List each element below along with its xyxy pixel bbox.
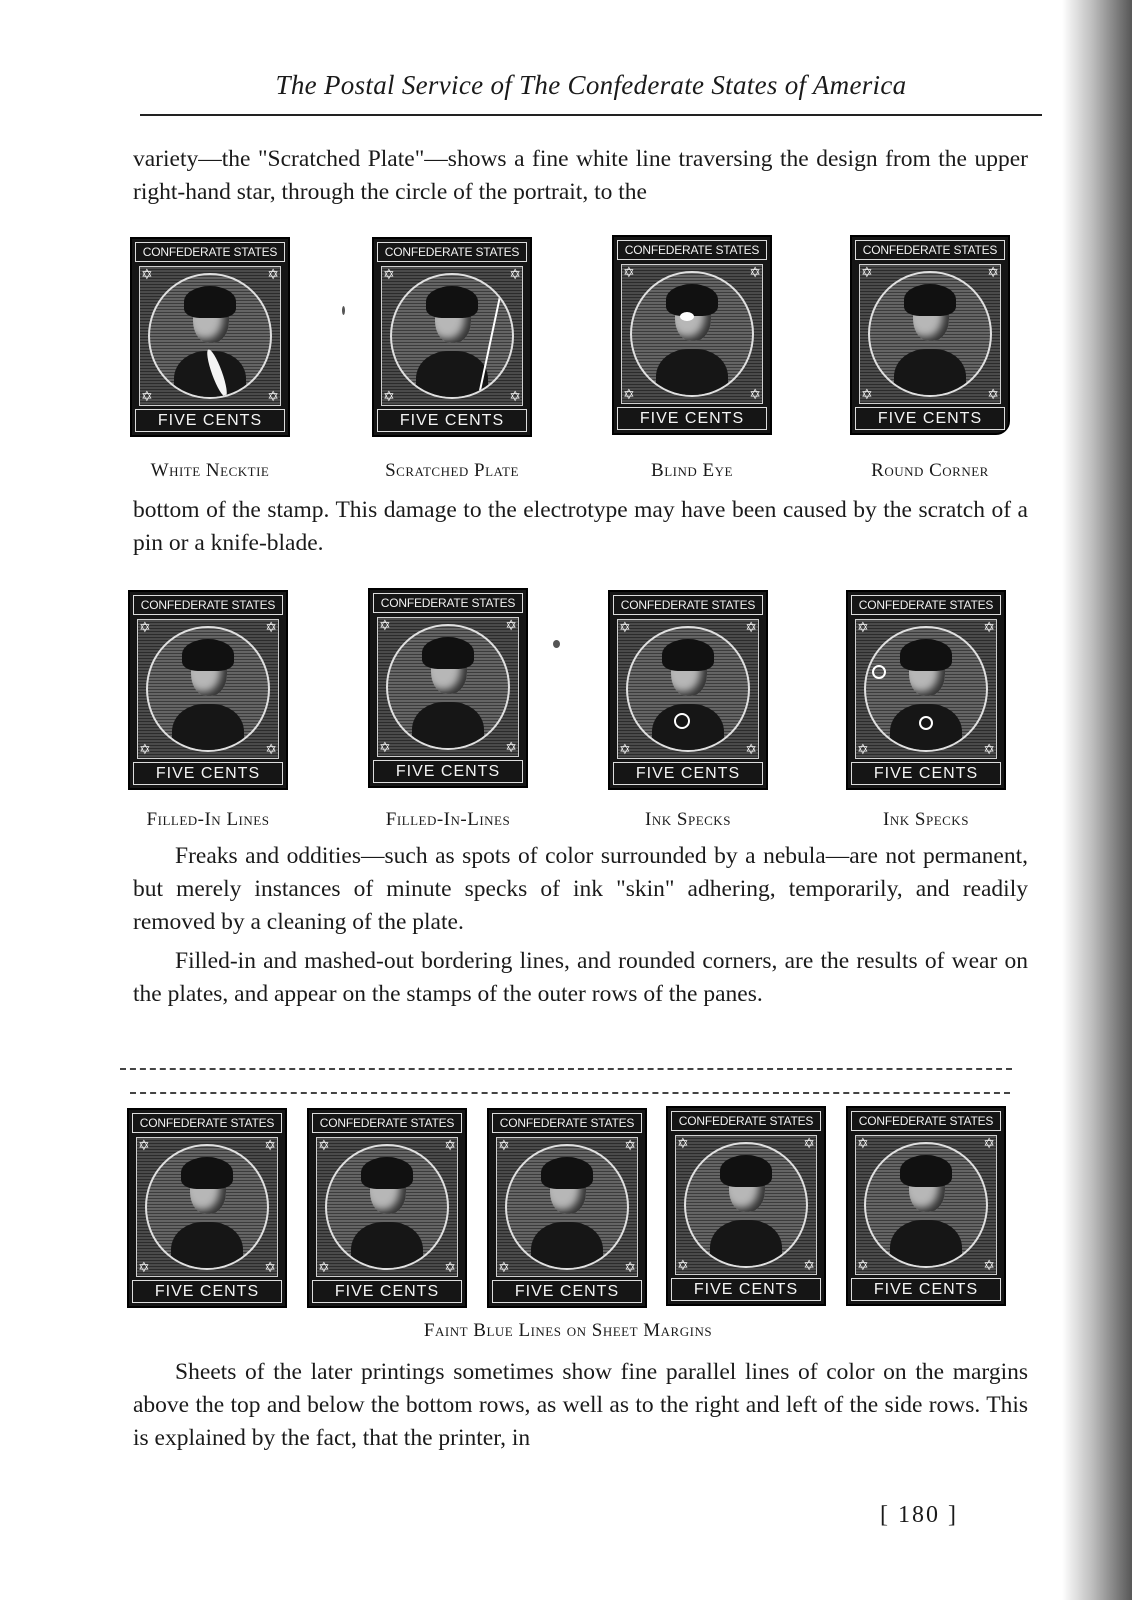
- stamp-top-label: CONFEDERATE STATES: [135, 242, 285, 262]
- page-edge-shadow: [1062, 0, 1132, 1600]
- print-speck: [553, 640, 560, 648]
- stamp-margin-3: CONFEDERATE STATES ✡ ✡ ✡ ✡ FIVE CENTS: [487, 1108, 647, 1308]
- portrait-oval: [864, 1142, 988, 1268]
- portrait-oval: [630, 271, 754, 397]
- portrait-oval: [386, 624, 510, 750]
- stamp-bottom-label: FIVE CENTS: [312, 1280, 462, 1303]
- portrait-oval: [148, 273, 272, 399]
- portrait-oval: [684, 1142, 808, 1268]
- stamp-top-label: CONFEDERATE STATES: [132, 1113, 282, 1133]
- portrait-oval: [626, 626, 750, 752]
- caption-ink-specks-2: Ink Specks: [883, 809, 969, 830]
- portrait-oval: [325, 1144, 449, 1270]
- stamp-top-label: CONFEDERATE STATES: [492, 1113, 642, 1133]
- stamp-bottom-label: FIVE CENTS: [855, 407, 1005, 430]
- stamp-margin-5: CONFEDERATE STATES ✡ ✡ ✡ ✡ FIVE CENTS: [846, 1106, 1006, 1306]
- stamp-margin-1: CONFEDERATE STATES ✡ ✡ ✡ ✡ FIVE CENTS: [127, 1108, 287, 1308]
- stamp-filled-in-lines-1: CONFEDERATE STATES ✡ ✡ ✡ ✡ FIVE CENTS: [128, 590, 288, 790]
- stamp-bottom-label: FIVE CENTS: [851, 1278, 1001, 1301]
- margin-line-upper: [120, 1068, 1012, 1070]
- stamp-top-label: CONFEDERATE STATES: [851, 595, 1001, 615]
- stamp-top-label: CONFEDERATE STATES: [377, 242, 527, 262]
- portrait-oval: [505, 1144, 629, 1270]
- portrait-oval: [390, 273, 514, 399]
- stamp-bottom-label: FIVE CENTS: [377, 409, 527, 432]
- stamp-top-label: CONFEDERATE STATES: [312, 1113, 462, 1133]
- stamp-top-label: CONFEDERATE STATES: [671, 1111, 821, 1131]
- paragraph-5: Sheets of the later printings sometimes show fine parallel lines of color on the margins above the top and below the bottom rows, as well as to the right and left of the side rows. This is explained by the fact, that the printer, in: [133, 1359, 1028, 1451]
- stamp-margin-2: CONFEDERATE STATES ✡ ✡ ✡ ✡ FIVE CENTS: [307, 1108, 467, 1308]
- caption-faint-blue-lines: Faint Blue Lines on Sheet Margins: [423, 1320, 713, 1341]
- portrait-oval: [145, 1144, 269, 1270]
- stamp-scratched-plate: CONFEDERATE STATES ✡ ✡ ✡ ✡ FIVE CENTS: [372, 237, 532, 437]
- caption-scratched-plate: Scratched Plate: [385, 460, 519, 481]
- stamp-blind-eye: CONFEDERATE STATES ✡ ✡ ✡ ✡ FIVE CENTS: [612, 235, 772, 435]
- paragraph-1: variety—the "Scratched Plate"—shows a fine white line traversing the design from the upper right-hand star, through the circle of the portrait, to the: [133, 146, 1028, 205]
- stamp-ink-specks-1: CONFEDERATE STATES ✡ ✡ ✡ ✡ FIVE CENTS: [608, 590, 768, 790]
- paragraph-4: Filled-in and mashed-out bordering lines, and rounded corners, are the results of wear on the plates, and appear on the stamps of the outer rows of the panes.: [133, 948, 1028, 1007]
- stamp-bottom-label: FIVE CENTS: [851, 762, 1001, 785]
- stamp-top-label: CONFEDERATE STATES: [613, 595, 763, 615]
- stamp-top-label: CONFEDERATE STATES: [373, 593, 523, 613]
- stamp-bottom-label: FIVE CENTS: [492, 1280, 642, 1303]
- stamp-top-label: CONFEDERATE STATES: [133, 595, 283, 615]
- stamp-top-label: CONFEDERATE STATES: [851, 1111, 1001, 1131]
- page-number: [ 180 ]: [880, 1502, 958, 1528]
- caption-white-necktie: White Necktie: [150, 460, 270, 481]
- caption-filled-in-lines-1: Filled-In Lines: [146, 809, 270, 830]
- stamp-bottom-label: FIVE CENTS: [135, 409, 285, 432]
- paragraph-3: Freaks and oddities—such as spots of color surrounded by a nebula—are not permanent, but merely instances of minute specks of ink "skin" adhering, temporarily, and readily removed by a cleaning of the plate.: [133, 843, 1028, 935]
- header-rule: [140, 114, 1042, 116]
- portrait-oval: [864, 626, 988, 752]
- portrait-oval: [868, 271, 992, 397]
- stamp-bottom-label: FIVE CENTS: [613, 762, 763, 785]
- stamp-bottom-label: FIVE CENTS: [373, 760, 523, 783]
- caption-round-corner: Round Corner: [871, 460, 989, 481]
- print-speck: [342, 306, 345, 315]
- paragraph-2: bottom of the stamp. This damage to the electrotype may have been caused by the scratch of a pin or a knife-blade.: [133, 497, 1028, 556]
- running-header: The Postal Service of The Confederate States of America: [275, 70, 907, 100]
- caption-ink-specks-1: Ink Specks: [645, 809, 731, 830]
- stamp-bottom-label: FIVE CENTS: [133, 762, 283, 785]
- stamp-ink-specks-2: CONFEDERATE STATES ✡ ✡ ✡ ✡ FIVE CENTS: [846, 590, 1006, 790]
- margin-line-lower: [130, 1092, 1010, 1094]
- portrait-oval: [146, 626, 270, 752]
- stamp-margin-4: CONFEDERATE STATES ✡ ✡ ✡ ✡ FIVE CENTS: [666, 1106, 826, 1306]
- stamp-bottom-label: FIVE CENTS: [617, 407, 767, 430]
- stamp-bottom-label: FIVE CENTS: [671, 1278, 821, 1301]
- caption-filled-in-lines-2: Filled-In-Lines: [385, 809, 511, 830]
- caption-blind-eye: Blind Eye: [651, 460, 733, 481]
- stamp-top-label: CONFEDERATE STATES: [855, 240, 1005, 260]
- stamp-filled-in-lines-2: CONFEDERATE STATES ✡ ✡ ✡ ✡ FIVE CENTS: [368, 588, 528, 788]
- stamp-top-label: CONFEDERATE STATES: [617, 240, 767, 260]
- stamp-bottom-label: FIVE CENTS: [132, 1280, 282, 1303]
- stamp-round-corner: CONFEDERATE STATES ✡ ✡ ✡ ✡ FIVE CENTS: [850, 235, 1010, 435]
- stamp-white-necktie: CONFEDERATE STATES ✡ ✡ ✡ ✡ FIVE CENTS: [130, 237, 290, 437]
